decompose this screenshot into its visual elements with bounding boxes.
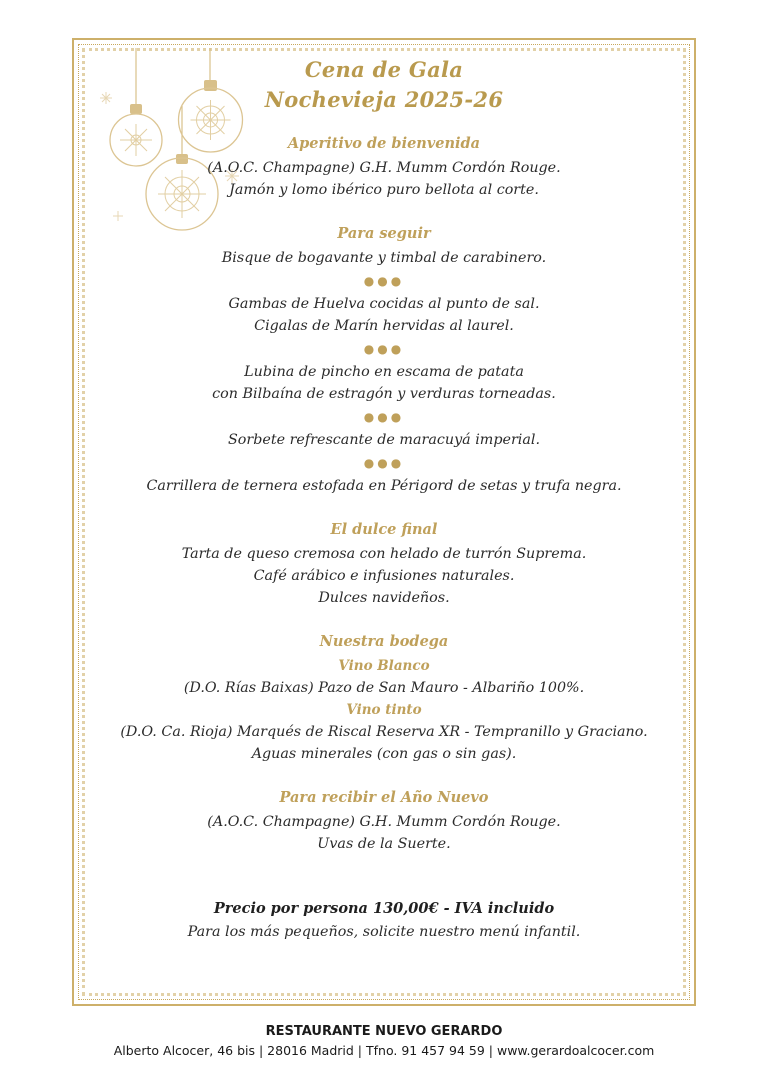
- menu-item: (A.O.C. Champagne) G.H. Mumm Cordón Rouge.: [207, 160, 561, 176]
- separator-dots: ●●●: [363, 456, 405, 470]
- separator-dots: ●●●: [363, 410, 405, 424]
- menu-item: Cigalas de Marín hervidas al laurel.: [254, 318, 514, 334]
- section-title-bodega: Nuestra bodega: [319, 633, 449, 650]
- title-line-1: Cena de Gala: [304, 57, 464, 82]
- subsection-title-vino-tinto: Vino tinto: [346, 702, 422, 718]
- price-note: Para los más pequeños, solicite nuestro menú infantil.: [187, 924, 581, 940]
- menu-item: Lubina de pincho en escama de patata: [244, 364, 524, 380]
- separator-dots: ●●●: [363, 274, 405, 288]
- restaurant-name: RESTAURANTE NUEVO GERARDO: [265, 1024, 503, 1039]
- menu-item: Tarta de queso cremosa con helado de turrón Suprema.: [181, 546, 587, 562]
- section-title-ano-nuevo: Para recibir el Año Nuevo: [279, 789, 489, 806]
- menu-item: Gambas de Huelva cocidas al punto de sal.: [228, 296, 540, 312]
- section-title-aperitivo: Aperitivo de bienvenida: [287, 135, 481, 152]
- section-dulce-final: [96, 519, 672, 609]
- footer: [0, 1022, 768, 1060]
- price-line: Precio por persona 130,00€ - IVA incluido: [213, 900, 555, 917]
- menu-item: con Bilbaína de estragón y verduras torneadas.: [212, 386, 556, 402]
- menu-item: (D.O. Rías Baixas) Pazo de San Mauro - Albariño 100%.: [183, 680, 585, 696]
- section-precio: [96, 897, 672, 943]
- menu-item: (A.O.C. Champagne) G.H. Mumm Cordón Rouge.: [207, 814, 561, 830]
- section-title-para-seguir: Para seguir: [337, 225, 431, 242]
- menu-item: (D.O. Ca. Rioja) Marqués de Riscal Reserva XR - Tempranillo y Graciano.: [120, 724, 648, 740]
- title-line-2: Nochevieja 2025-26: [264, 87, 504, 112]
- menu-item: Dulces navideños.: [318, 590, 450, 606]
- separator-dots: ●●●: [363, 342, 405, 356]
- section-para-seguir: [96, 223, 672, 497]
- menu-item: Aguas minerales (con gas o sin gas).: [251, 746, 517, 762]
- menu-item: Carrillera de ternera estofada en Périgord de setas y trufa negra.: [146, 478, 622, 494]
- section-title-dulce-final: El dulce final: [330, 521, 438, 538]
- menu-item: Jamón y lomo ibérico puro bellota al corte.: [229, 182, 539, 198]
- section-ano-nuevo: [96, 787, 672, 855]
- menu-content: [96, 55, 672, 943]
- restaurant-address: Alberto Alcocer, 46 bis | 28016 Madrid | Tfno. 91 457 94 59 | www.gerardoalcocer.com: [113, 1043, 655, 1058]
- subsection-title-vino-blanco: Vino Blanco: [338, 658, 430, 674]
- page-title: [96, 55, 672, 115]
- section-bodega: [96, 631, 672, 765]
- menu-item: Sorbete refrescante de maracuyá imperial.: [227, 432, 541, 448]
- menu-item: Uvas de la Suerte.: [317, 836, 451, 852]
- menu-item: Bisque de bogavante y timbal de carabinero.: [221, 250, 547, 266]
- section-aperitivo: [96, 133, 672, 201]
- menu-item: Café arábico e infusiones naturales.: [253, 568, 515, 584]
